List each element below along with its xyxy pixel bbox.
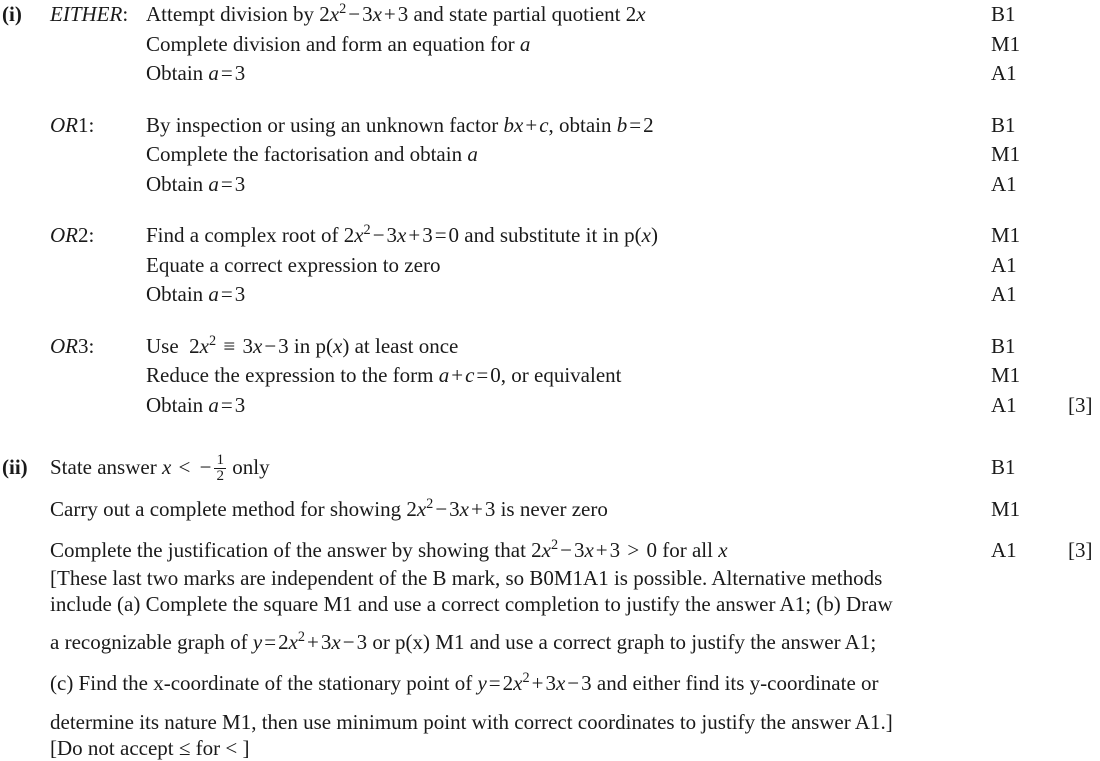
note-text-4 [50,669,1100,699]
mark-code: A1 [991,61,1017,85]
note-text-6: [Do not accept ≤ for < ] [50,736,250,761]
part-ii-note-line-1 [0,565,1100,591]
part-ii-note-line-2 [0,591,1100,617]
mark-code: M1 [991,223,1021,247]
mark-code: B1 [991,455,1016,479]
spacer [0,617,1100,628]
part-ii-line-carry-out-method [0,495,1100,525]
alternative-or1-text-3: Obtain a=3 [146,171,246,196]
math-var-a: a [467,142,478,166]
alternative-either-text-3: Obtain a=3 [146,61,246,85]
mark-code: A1 [991,252,1017,277]
note-text-1: [These last two marks are independent of the B mark, so B0M1A1 is possible. Alternative methods [50,566,883,591]
math-var-a: a [519,31,531,56]
math-expr-a-plus-c-eq-0: a+c=0 [438,363,501,387]
math-expr-quadratic-gt-0: $2x^2-3x+3 > 0$ [531,536,657,562]
alternative-or1-line-2 [0,140,1100,170]
note-text-3-pre: a recognizable graph of [50,630,253,655]
spacer [0,698,1100,709]
alternative-label-either: EITHER: [50,2,129,26]
mark-code: A1 [991,537,1017,562]
spacer [0,658,1100,669]
alternative-or3-text-3: Obtain a=3 [146,392,246,417]
spacer [0,442,1100,453]
alternative-or2-line-1 [0,221,1100,251]
note-text-4-post: and either find its y-coordinate or [591,670,879,695]
alternative-or1-text-2: Complete the factorisation and obtain a [146,142,478,166]
alternative-or1-line-1 [0,111,1100,141]
spacer [0,89,1100,111]
alternative-either-line-3 [0,59,1100,89]
alternative-or2-text-3: Obtain a=3 [146,282,246,306]
alternative-either-line-1 [0,0,1100,30]
alternative-or1-text-1: By inspection or using an unknown factor bx+c, obtain b=2 [146,112,654,137]
mark-code: A1 [991,282,1017,306]
math-expr-a-eq-3: a=3 [208,392,246,417]
mark-code: A1 [991,392,1017,417]
alternative-or3-line-1 [0,332,1100,362]
part-label-i: (i) [2,2,22,26]
part-label-ii: (ii) [2,455,28,479]
part-ii-line-state-answer [0,453,1100,484]
math-expr-quadratic-never-zero: $2x^2-3x+3$ [406,496,496,522]
alternative-label-or3: OR3: [50,333,95,358]
alternative-or2-text-1: Find a complex root of $2x^2-3x+3=0$ and substitute it in p(x) [146,222,658,247]
math-var-x: x [718,537,728,562]
math-expr-quadratic-eq-0: $2x^2-3x+3=0$ [343,222,460,247]
alternative-either-text-2: Complete division and form an equation for a [146,31,531,56]
total-marks-ii: [3] [1068,537,1093,562]
math-expr-a-eq-3: a=3 [208,61,246,85]
part-ii-text-carry-out-method: Carry out a complete method for showing $2x^2-3x+3$ is never zero [50,496,608,522]
part-ii-note-line-4 [0,669,1100,699]
alternative-or2-line-2 [0,251,1100,281]
alternative-or2-text-2: Equate a correct expression to zero [146,252,441,277]
part-ii-line-complete-justification [0,536,1100,566]
math-expr-x-lt-neg-half: x < − $\frac{1}{2}$ [161,452,225,485]
spacer [0,484,1100,495]
alternative-label-or2: OR2: [50,223,95,247]
alternative-either-text-1: Attempt division by $2x^2-3x+3$ and state partial quotient 2x [146,1,646,26]
alternative-or3-line-3 [0,391,1100,421]
math-expr-b-eq-2: b=2 [616,112,654,137]
spacer [0,420,1100,442]
mark-code: A1 [991,171,1017,196]
alternative-or1-line-3 [0,170,1100,200]
part-ii-text-state-answer: State answer x < − $\frac{1}{2}$ only [50,452,270,485]
note-text-3-post: or p(x) M1 and use a correct graph to justify the answer A1; [367,630,877,655]
part-ii-text-complete-justification: Complete the justification of the answer by showing that $2x^2-3x+3 > 0$ for all x [50,536,728,562]
part-ii [0,453,1100,761]
alternative-label-or1: OR1: [50,112,95,137]
note-text-2: include (a) Complete the square M1 and use a correct completion to justify the answer A1; (b) Draw [50,592,893,617]
mark-code: M1 [991,497,1021,522]
alternative-or3-text-1: Use $2x^2 \equiv 3x-3$ in p(x) at least once [146,332,459,358]
mark-code: M1 [991,142,1021,166]
note-text-5: determine its nature M1, then use minimum point with correct coordinates to justify the answer A1.] [50,710,893,735]
mark-code: B1 [991,333,1016,358]
mark-code: M1 [991,31,1021,56]
total-marks-i: [3] [1068,392,1093,417]
part-ii-note-line-5 [0,709,1100,735]
math-expr-quadratic-1: $2x^2-3x+3$ [319,1,409,26]
math-expr-p-of-x: p(x) [315,333,350,358]
math-expr-2x: 2x [625,2,646,26]
part-ii-note-line-6 [0,735,1100,761]
math-expr-bx-plus-c: bx+c [503,112,549,137]
math-expr-y-equals-quadratic-b: $y=2x^2+3x-3$ [252,629,368,655]
alternative-or2-line-3 [0,280,1100,310]
spacer [0,310,1100,332]
part-ii-note-line-3 [0,628,1100,658]
spacer [0,199,1100,221]
math-expr-identity: $2x^2 \equiv 3x-3$ [189,332,289,358]
mark-code: B1 [991,112,1016,137]
note-text-3 [50,628,1100,658]
math-expr-y-equals-quadratic-c: $y=2x^2+3x-3$ [477,669,592,695]
mark-code: M1 [991,363,1021,387]
math-expr-a-eq-3: a=3 [208,171,246,196]
math-expr-p-of-x: p(x) [624,223,658,247]
alternative-or3-text-2: Reduce the expression to the form a+c=0, or equivalent [146,363,622,387]
note-text-4-pre: (c) Find the x-coordinate of the stationary point of [50,670,478,695]
alternative-either-line-2 [0,30,1100,60]
fraction-one-half: $\frac{1}{2}$ [216,452,225,485]
math-expr-a-eq-3: a=3 [208,282,246,306]
alternative-or3-line-2 [0,361,1100,391]
spacer [0,525,1100,536]
mark-code: B1 [991,2,1016,26]
